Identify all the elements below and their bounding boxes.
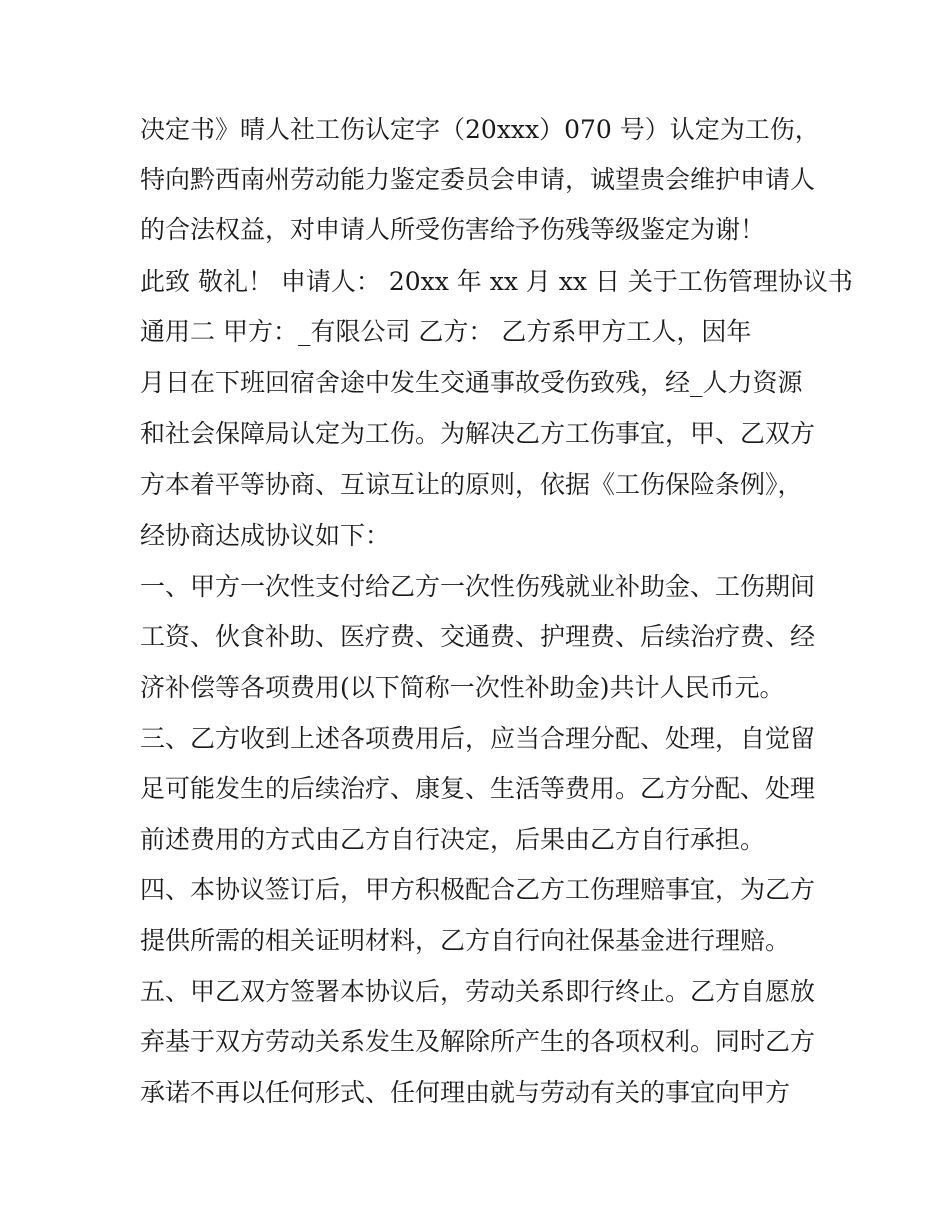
text-line: 济补偿等各项费用(以下简称一次性补助金)共计人民币元。 — [140, 673, 785, 702]
text-line: 五、甲乙双方签署本协议后，劳动关系即行终止。乙方自愿放 — [140, 977, 816, 1006]
text-line: 四、本协议签订后，甲方积极配合乙方工伤理赔事宜，为乙方 — [140, 875, 816, 904]
text-line: 此致 敬礼！ 申请人： 20xx 年 xx 月 xx 日 关于工伤管理协议书 — [140, 267, 853, 296]
text-line: 足可能发生的后续治疗、康复、生活等费用。乙方分配、处理 — [140, 774, 816, 803]
text-line: 月日在下班回宿舍途中发生交通事故受伤致残，经_人力资源 — [140, 368, 803, 397]
text-line: 三、乙方收到上述各项费用后，应当合理分配、处理，自觉留 — [140, 724, 816, 753]
text-line: 弃基于双方劳动关系发生及解除所产生的各项权利。同时乙方 — [140, 1027, 816, 1056]
text-line: 工资、伙食补助、医疗费、交通费、护理费、后续治疗费、经 — [140, 622, 816, 651]
text-line: 经协商达成协议如下： — [140, 521, 391, 550]
text-line: 方本着平等协商、互谅互让的原则，依据《工伤保险条例》， — [140, 470, 803, 499]
text-line: 的合法权益，对申请人所受伤害给予伤残等级鉴定为谢！ — [140, 215, 766, 244]
text-line: 前述费用的方式由乙方自行决定，后果由乙方自行承担。 — [140, 825, 766, 854]
text-line: 特向黔西南州劳动能力鉴定委员会申请，诚望贵会维护申请人 — [140, 165, 816, 194]
text-line: 决定书》晴人社工伤认定字（20xxx）070 号）认定为工伤， — [140, 115, 820, 144]
text-line: 通用二 甲方：_有限公司 乙方： 乙方系甲方工人，因年 — [140, 317, 752, 346]
text-line: 和社会保障局认定为工伤。为解决乙方工伤事宜，甲、乙双方 — [140, 419, 816, 448]
text-line: 提供所需的相关证明材料，乙方自行向社保基金进行理赔。 — [140, 926, 791, 955]
text-line: 承诺不再以任何形式、任何理由就与劳动有关的事宜向甲方 — [140, 1078, 791, 1107]
text-line: 一、甲方一次性支付给乙方一次性伤残就业补助金、工伤期间 — [140, 572, 816, 601]
